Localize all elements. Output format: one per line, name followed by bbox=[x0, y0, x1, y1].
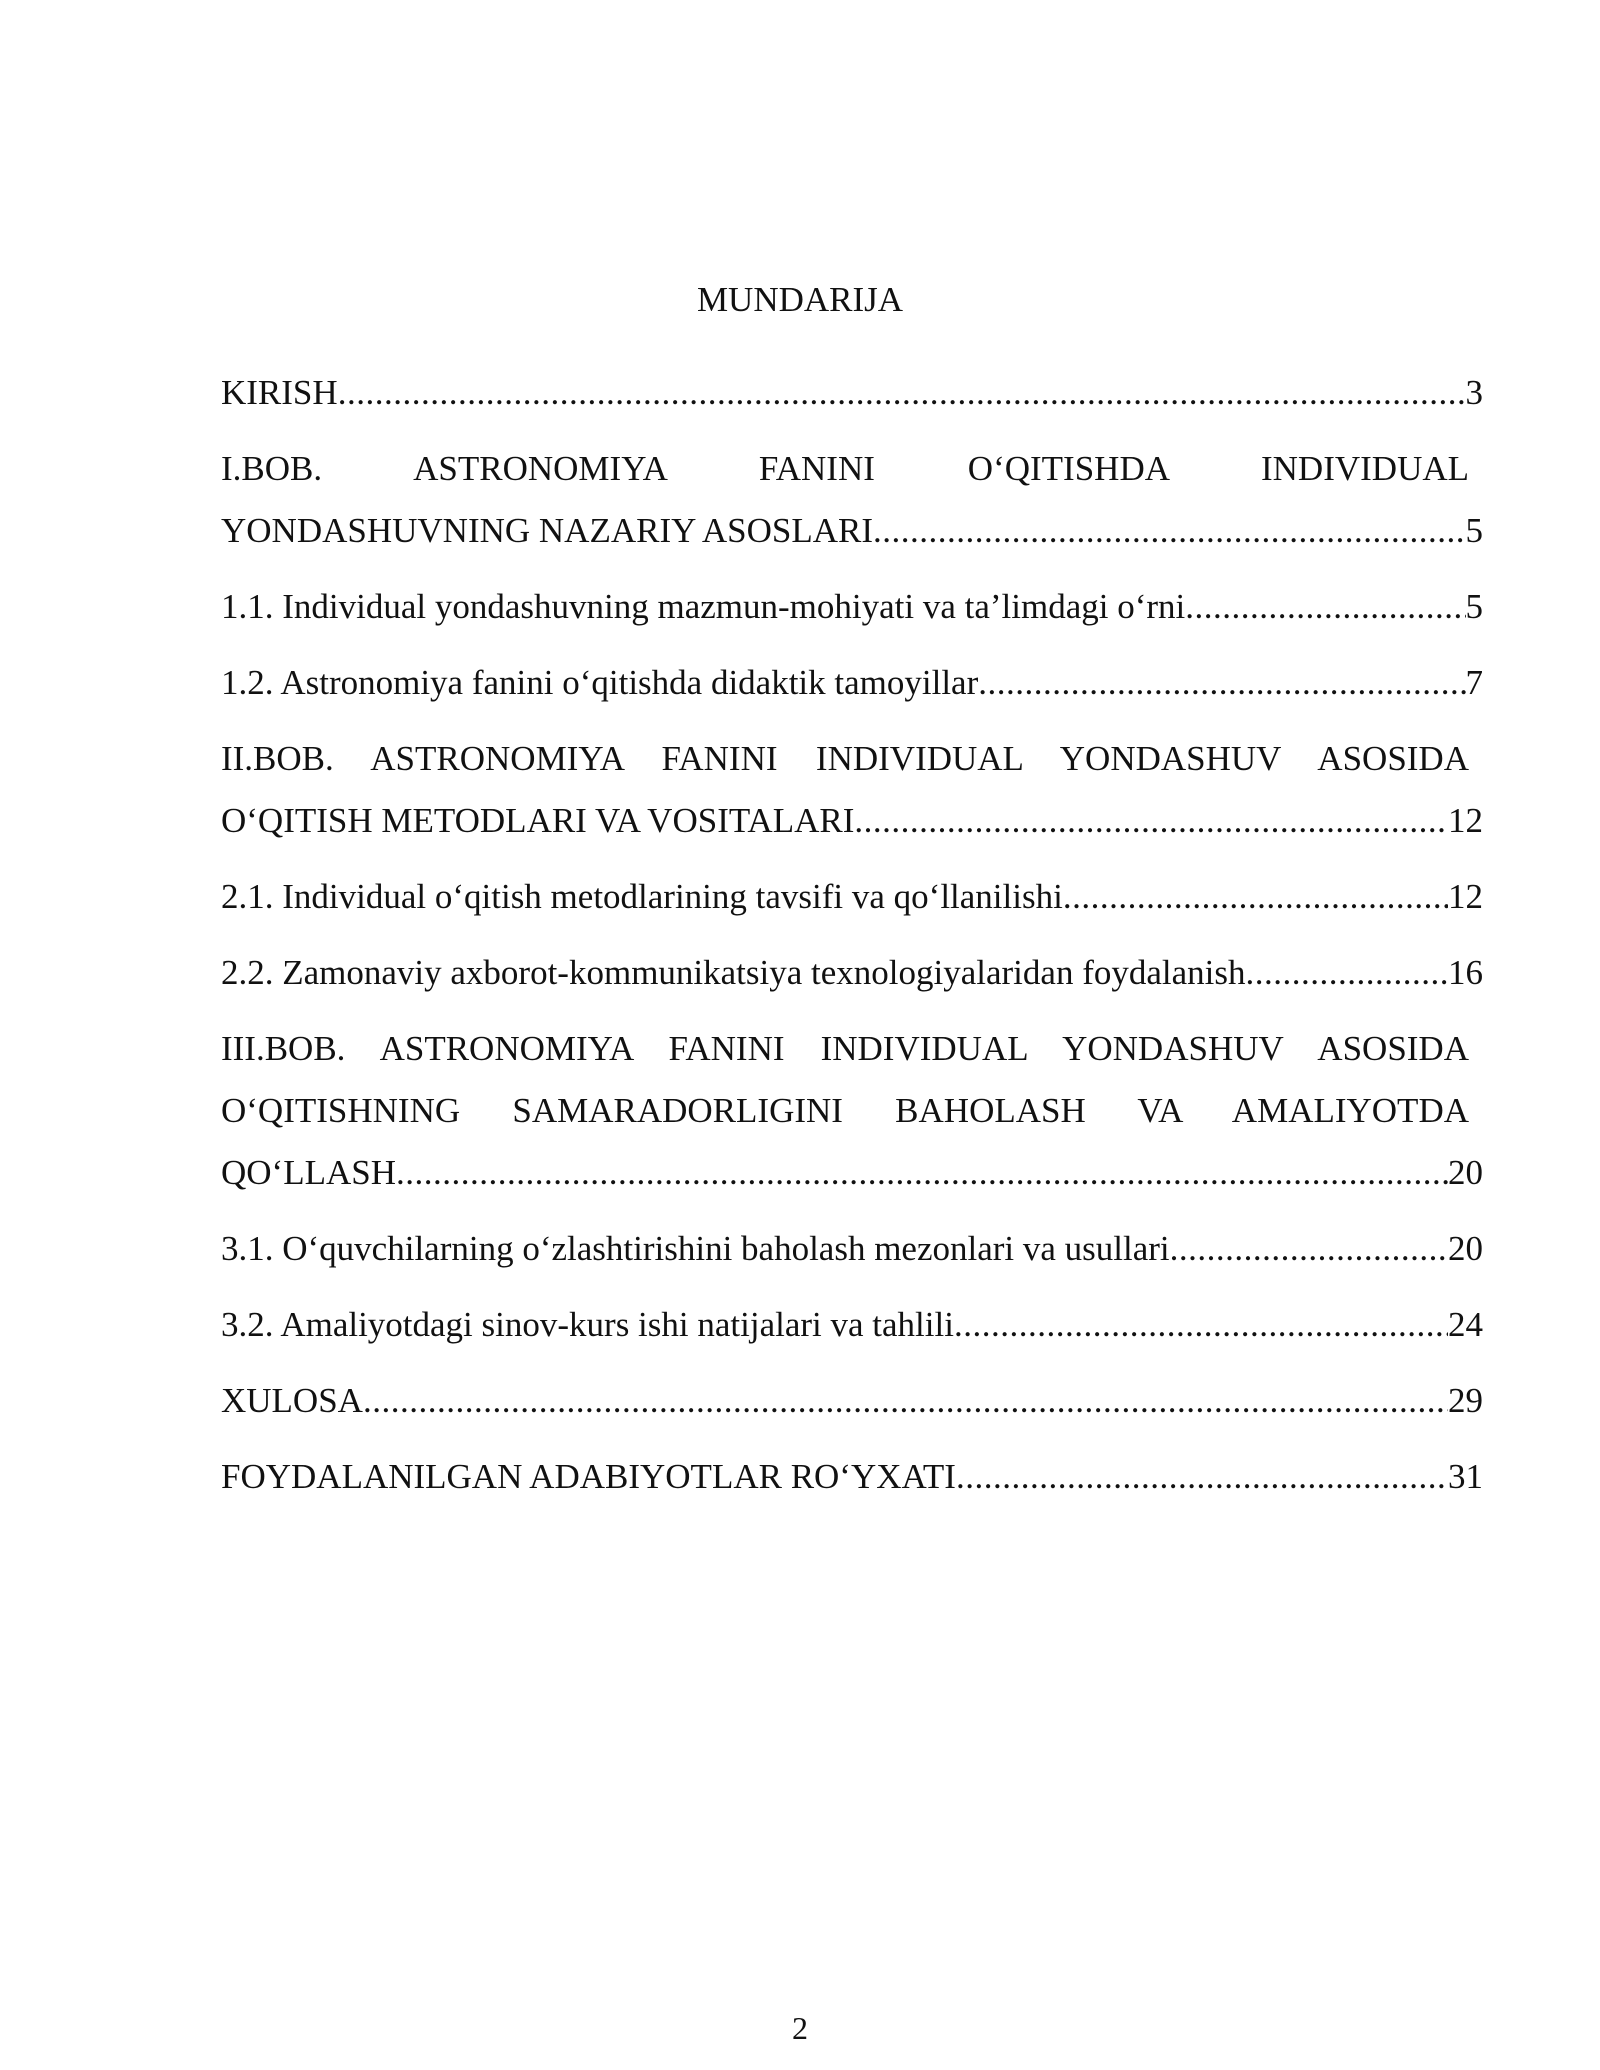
toc-entry-title: 1.2. Astronomiya fanini o‘qitishda didaktik tamoyillar bbox=[221, 663, 979, 702]
toc-entry-page: 5 bbox=[1465, 587, 1483, 626]
toc-entry-conclusion[interactable] bbox=[221, 1370, 1483, 1432]
toc-entry-section-3-2[interactable] bbox=[221, 1294, 1483, 1356]
toc-entry-title: 3.2. Amaliyotdagi sinov-kurs ishi natijalari va tahlili bbox=[221, 1305, 954, 1344]
dot-leader bbox=[1170, 1218, 1448, 1280]
toc-entry-section-1-2[interactable] bbox=[221, 652, 1483, 714]
dot-leader bbox=[1063, 866, 1448, 928]
toc-entry-section-2-2[interactable] bbox=[221, 942, 1483, 1004]
toc-entry-title: 1.1. Individual yondashuvning mazmun-mohiyati va ta’limdagi o‘rni bbox=[221, 587, 1186, 626]
toc-entry-line bbox=[221, 1446, 1483, 1508]
toc-entry-line bbox=[221, 1294, 1483, 1356]
dot-leader bbox=[1185, 576, 1465, 638]
toc-entry-section-3-1[interactable] bbox=[221, 1218, 1483, 1280]
toc-entry-chapter-3[interactable] bbox=[221, 1018, 1483, 1204]
toc-entry-title-line: II.BOB. ASTRONOMIYA FANINI INDIVIDUAL YONDASHUV ASOSIDA bbox=[221, 739, 1469, 778]
toc-entry-page: 31 bbox=[1448, 1457, 1483, 1496]
dot-leader bbox=[363, 1370, 1448, 1432]
toc-entry-page: 12 bbox=[1448, 877, 1483, 916]
toc-entry-page: 16 bbox=[1448, 953, 1483, 992]
toc-entry-line bbox=[221, 652, 1483, 714]
toc-entry-title: YONDASHUVNING NAZARIY ASOSLARI bbox=[221, 511, 874, 550]
toc-entry-line bbox=[221, 1142, 1483, 1204]
toc-entry-section-2-1[interactable] bbox=[221, 866, 1483, 928]
dot-leader bbox=[978, 652, 1465, 714]
toc-entry-title: FOYDALANILGAN ADABIYOTLAR RO‘YXATI bbox=[221, 1457, 956, 1496]
toc-entry-line bbox=[221, 1370, 1483, 1432]
dot-leader bbox=[854, 790, 1448, 852]
toc-entry-line bbox=[221, 362, 1483, 424]
toc-entry-title-line: O‘QITISHNING SAMARADORLIGINI BAHOLASH VA AMALIYOTDA bbox=[221, 1091, 1469, 1130]
toc-entry-title: O‘QITISH METODLARI VA VOSITALARI bbox=[221, 801, 855, 840]
toc-entry-title-line: I.BOB. ASTRONOMIYA FANINI O‘QITISHDA INDIVIDUAL bbox=[221, 449, 1469, 488]
dot-leader bbox=[954, 1294, 1448, 1356]
toc-entry-page: 29 bbox=[1448, 1381, 1483, 1420]
toc-entry-introduction[interactable] bbox=[221, 362, 1483, 424]
toc-entry-page: 20 bbox=[1448, 1229, 1483, 1268]
toc-entry-page: 12 bbox=[1448, 801, 1483, 840]
toc-entry-chapter-2[interactable] bbox=[221, 728, 1483, 852]
dot-leader bbox=[1246, 942, 1449, 1004]
table-of-contents bbox=[221, 362, 1483, 1522]
toc-entry-line bbox=[221, 576, 1483, 638]
toc-entry-line bbox=[221, 1218, 1483, 1280]
dot-leader bbox=[956, 1446, 1448, 1508]
dot-leader bbox=[396, 1142, 1448, 1204]
dot-leader bbox=[338, 362, 1466, 424]
toc-entry-page: 3 bbox=[1465, 373, 1483, 412]
toc-entry-references[interactable] bbox=[221, 1446, 1483, 1508]
toc-entry-page: 7 bbox=[1465, 663, 1483, 702]
toc-entry-title: QO‘LLASH bbox=[221, 1153, 396, 1192]
toc-entry-chapter-1[interactable] bbox=[221, 438, 1483, 562]
toc-entry-page: 5 bbox=[1465, 511, 1483, 550]
toc-entry-title: 2.1. Individual o‘qitish metodlarining tavsifi va qo‘llanilishi bbox=[221, 877, 1063, 916]
toc-entry-title: XULOSA bbox=[221, 1381, 363, 1420]
toc-entry-section-1-1[interactable] bbox=[221, 576, 1483, 638]
toc-entry-page: 24 bbox=[1448, 1305, 1483, 1344]
toc-entry-title: 3.1. O‘quvchilarning o‘zlashtirishini baholash mezonlari va usullari bbox=[221, 1229, 1170, 1268]
toc-entry-line bbox=[221, 866, 1483, 928]
toc-entry-title-line: III.BOB. ASTRONOMIYA FANINI INDIVIDUAL YONDASHUV ASOSIDA bbox=[221, 1029, 1469, 1068]
toc-entry-line bbox=[221, 500, 1483, 562]
toc-entry-line bbox=[221, 790, 1483, 852]
toc-entry-page: 20 bbox=[1448, 1153, 1483, 1192]
toc-entry-title: 2.2. Zamonaviy axborot-kommunikatsiya texnologiyalaridan foydalanish bbox=[221, 953, 1246, 992]
toc-title: MUNDARIJA bbox=[696, 280, 904, 319]
dot-leader bbox=[873, 500, 1465, 562]
toc-entry-title: KIRISH bbox=[221, 373, 338, 412]
toc-entry-line bbox=[221, 942, 1483, 1004]
page-number: 2 bbox=[792, 2010, 808, 2046]
